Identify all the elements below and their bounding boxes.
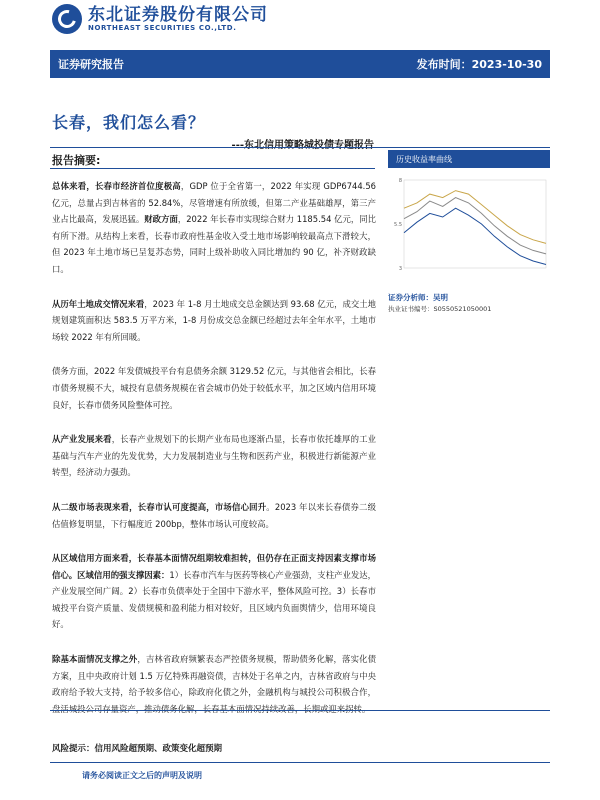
logo-emblem-icon [52, 4, 82, 34]
certificate-number: 执业证书编号：S0550521050001 [388, 305, 492, 313]
company-name-cn: 东北证券股份有限公司 [88, 4, 268, 25]
divider [50, 710, 550, 711]
page-subtitle: ---东北信用策略城投债专题报告 [231, 140, 374, 151]
abstract-label: 报告摘要: [52, 154, 101, 167]
chart-title: 历史收益率曲线 [388, 150, 550, 168]
y-tick-label: 8 [398, 178, 402, 184]
series-line [404, 198, 546, 254]
y-tick-label: 5.5 [394, 222, 402, 228]
company-logo [52, 4, 268, 34]
divider [50, 147, 550, 148]
paragraph: 总体来看，长春市经济首位度极高，GDP 位于全省第一，2022 年实现 GDP6744.56 亿元，总量占到吉林省的 52.84%，尽管增速有所放缓，但第二产业基础雄厚，第三产业占比最高，发展迅猛。财政方面，2022 年长春市实现综合财力 1185.54 亿元，同比有所下滑。从结构上来看，长春市政府性基金收入受土地市场影响较最高点下滑较大，但 2023 年土地市场已呈复苏态势，同时上级补助收入同比增加约 90 亿，补齐财政缺口。 [52, 181, 377, 274]
paragraph: 从历年土地成交情况来看，2023 年 1-8 月土地成交总金额达到 93.68 亿元，成交土地规划建筑面积达 583.5 万平方米，1-8 月份成交总金额已经超过去年全年水平，土地市场较 2022 年有所回暖。 [52, 298, 377, 342]
page-title: 长春，我们怎么看？ [52, 113, 206, 132]
yield-chart [390, 172, 550, 282]
abstract-body [52, 178, 376, 735]
paragraph: 从区域信用方面来看，长春基本面情况组期较难担转，但仍存在正面支持因素支撑市场信心。区域信用的强支撑因素：1）长春市汽车与医药等核心产业强劲，支柱产业发达，产业发展空间广阔。2）长春市负债率处于全国中下游水平，整体风险可控。3）长春市城投平台资产质量、发债规模和盈利能力相对较好，且区域内负面舆情少，信用环境良好。 [52, 553, 376, 630]
paragraph: 从产业发展来看，长春产业规划下的长期产业布局也逐渐凸显，长春市依托雄厚的工业基础与汽车产业的先发优势，大力发展制造业与生物和医药产业，积极进行新能源产业转型，经济动力强劲。 [52, 434, 377, 478]
divider [50, 762, 550, 763]
report-type: 证券研究报告 [58, 58, 124, 71]
publish-date: 发布时间：2023-10-30 [416, 58, 542, 71]
paragraph: 除基本面情况支撑之外，吉林省政府频繁表态严控债务规模，帮助债务化解，落实化债方案，且中央政府计划 1.5 万亿特殊再融资债，吉林处于名单之内，吉林省政府与中央政府给予较大支持，给予较多信心，除政府化债之外，金融机构与城投公司积极合作，盘活城投公司存量资产，推动债务化解，长春基本面情况持续改善，长期或迎来拐转。 [52, 654, 377, 714]
paragraph: 从二级市场表现来看，长春市认可度提高，市场信心回升。2023 年以来长春债券二级估值修复明显，下行幅度近 200bp，整体市场认可度较高。 [52, 501, 376, 529]
divider [50, 168, 375, 169]
analyst-name: 证券分析师：吴明 [388, 293, 448, 302]
chart-frame [404, 180, 546, 268]
risk-warning: 风险提示：信用风险超预期、政策变化超预期 [52, 744, 223, 754]
company-name-en: NORTHEAST SECURITIES CO.,LTD. [88, 23, 237, 32]
y-tick-label: 3 [398, 266, 402, 272]
footer-disclaimer: 请务必阅读正文之后的声明及说明 [82, 771, 202, 780]
paragraph: 债务方面，2022 年发债城投平台有息债务余额 3129.52 亿元，与其他省会相比，长春市债务规模不大，城投有息债务规模在省会城市仍处于较低水平，加之区域内信用环境良好，长春市债务风险整体可控。 [52, 366, 376, 410]
header-bar [50, 50, 550, 78]
